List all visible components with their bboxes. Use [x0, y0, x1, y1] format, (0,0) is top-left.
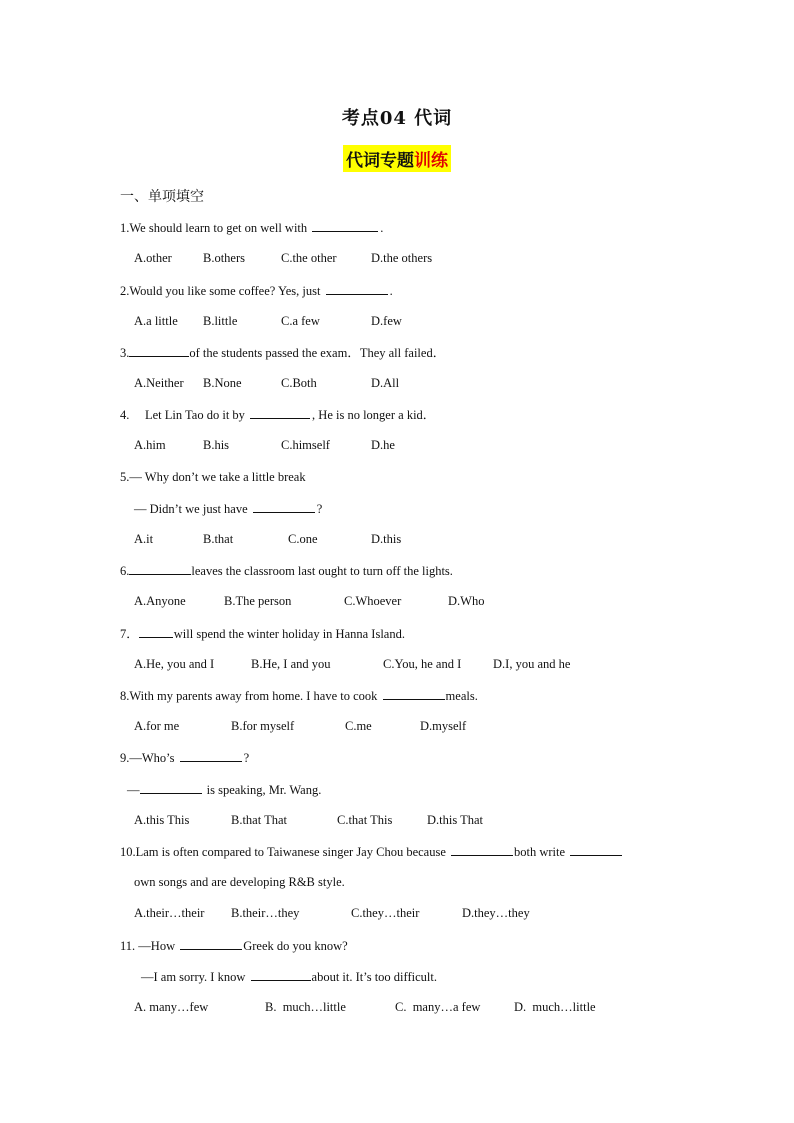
question-2	[120, 282, 393, 299]
option-a: A.for me	[134, 719, 180, 733]
option-b: B.that That	[231, 813, 288, 827]
question-text: 11. —How	[120, 939, 179, 953]
option-d: D.myself	[420, 719, 467, 733]
option-c: C.himself	[281, 438, 330, 452]
answer-blank	[129, 344, 189, 357]
option-a: A.Neither	[134, 376, 184, 390]
option-b: B.their…they	[231, 906, 300, 920]
option-c: C.the other	[281, 251, 337, 265]
option-c: C.they…their	[351, 906, 420, 920]
question-text: , He is no longer a kid．	[312, 408, 436, 422]
option-c: C.You, he and I	[383, 657, 462, 671]
option-a: A.He, you and I	[134, 657, 215, 671]
option-a: A.Anyone	[134, 594, 186, 608]
question-text: 7．	[120, 627, 139, 641]
question-text: 4. Let Lin Tao do it by	[120, 408, 249, 422]
question-text: — Didn’t we just have	[134, 502, 251, 516]
subtitle-main: 代词专题	[346, 151, 414, 171]
subtitle-highlight: 训练	[414, 151, 448, 171]
option-b: B.that	[203, 532, 234, 546]
question-text: 10.Lam is often compared to Taiwanese singer Jay Chou because	[120, 845, 450, 859]
question-text: 5.— Why don’t we take a little break	[120, 470, 306, 484]
option-d: D.All	[371, 376, 400, 390]
question-text: leaves the classroom last ought to turn off the lights.	[191, 564, 453, 578]
option-c: C.me	[345, 719, 372, 733]
option-b: B.his	[203, 438, 230, 452]
question-11	[120, 937, 348, 954]
question-text: own songs and are developing R&B style.	[134, 875, 345, 889]
answer-blank	[180, 749, 242, 762]
option-d: D.they…they	[462, 906, 530, 920]
option-d: D.few	[371, 314, 402, 328]
option-d: D.he	[371, 438, 395, 452]
option-b: B.others	[203, 251, 246, 265]
question-11-reply	[141, 968, 437, 985]
option-c: C.Whoever	[344, 594, 402, 608]
question-text: 3.	[120, 346, 130, 360]
option-a: A.their…their	[134, 906, 205, 920]
question-text: about it. It’s too difficult.	[311, 970, 437, 984]
answer-blank	[383, 687, 445, 700]
question-text: ?	[316, 502, 323, 516]
question-text: Greek do you know?	[243, 939, 348, 953]
answer-blank	[570, 843, 622, 856]
option-b: B.None	[203, 376, 242, 390]
option-a: A.him	[134, 438, 166, 452]
option-b: B.He, I and you	[251, 657, 331, 671]
option-a: A.it	[134, 532, 154, 546]
option-d: D.the others	[371, 251, 433, 265]
option-b: B.little	[203, 314, 238, 328]
question-text: 1.We should learn to get on well with	[120, 221, 311, 235]
option-d: D.this	[371, 532, 402, 546]
question-text: of the students passed the exam．They all failed．	[189, 346, 446, 360]
option-b: B. much…little	[265, 1000, 346, 1014]
question-10	[120, 843, 624, 860]
question-text: 6.	[120, 564, 130, 578]
option-c: C.a few	[281, 314, 320, 328]
question-7	[120, 625, 405, 642]
option-a: A.this This	[134, 813, 190, 827]
answer-blank	[312, 219, 378, 232]
question-text: —	[127, 783, 140, 797]
question-text: both write	[514, 845, 569, 859]
question-text: .	[380, 221, 384, 235]
option-a: A.other	[134, 251, 172, 265]
question-text: .	[389, 284, 393, 298]
option-c: C.that This	[337, 813, 393, 827]
question-9	[120, 749, 249, 766]
question-10-cont	[134, 874, 345, 890]
option-d: D. much…little	[514, 1000, 596, 1014]
answer-blank	[140, 781, 202, 794]
question-text: 2.Would you like some coffee? Yes, just	[120, 284, 324, 298]
question-9-reply	[127, 781, 321, 798]
question-1	[120, 219, 383, 236]
question-8	[120, 687, 478, 704]
answer-blank	[139, 625, 173, 638]
question-text: meals.	[445, 689, 478, 703]
question-text: will spend the winter holiday in Hanna Island.	[173, 627, 405, 641]
option-d: D.I, you and he	[493, 657, 571, 671]
option-a: A. many…few	[134, 1000, 209, 1014]
option-a: A.a little	[134, 314, 178, 328]
answer-blank	[251, 968, 311, 981]
question-5	[120, 469, 306, 485]
option-c: C. many…a few	[395, 1000, 481, 1014]
question-text: ?	[243, 751, 250, 765]
option-d: D.this That	[427, 813, 484, 827]
answer-blank	[326, 282, 388, 295]
answer-blank	[180, 937, 242, 950]
subtitle-banner	[0, 145, 794, 172]
option-b: B.The person	[224, 594, 292, 608]
question-text: 8.With my parents away from home. I have to cook	[120, 689, 381, 703]
answer-blank	[451, 843, 513, 856]
answer-blank	[253, 500, 315, 513]
page-title: 考点04 代词	[341, 108, 453, 129]
option-d: D.Who	[448, 594, 485, 608]
question-text: is speaking, Mr. Wang.	[203, 783, 322, 797]
subtitle	[343, 145, 451, 172]
section-heading: 一、单项填空	[120, 189, 204, 205]
question-6	[120, 562, 453, 579]
question-5-reply	[134, 500, 322, 517]
question-text: —I am sorry. I know	[141, 970, 249, 984]
answer-blank	[250, 406, 310, 419]
option-b: B.for myself	[231, 719, 295, 733]
question-3	[120, 344, 445, 361]
option-c: C.one	[288, 532, 318, 546]
answer-blank	[129, 562, 191, 575]
question-text: 9.—Who’s	[120, 751, 178, 765]
question-4	[120, 406, 435, 423]
option-c: C.Both	[281, 376, 317, 390]
